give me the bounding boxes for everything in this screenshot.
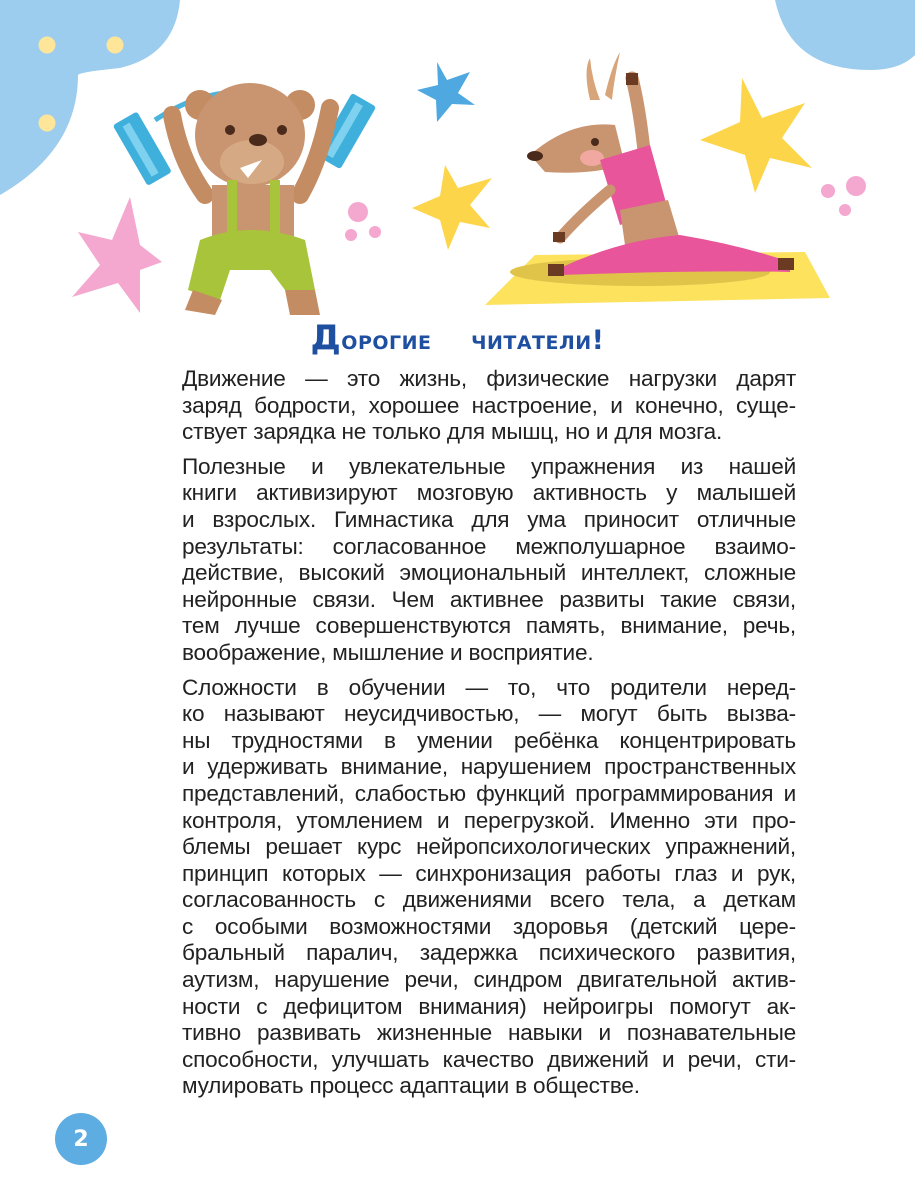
page-title	[0, 318, 915, 358]
text-line: бральный паралич, задержка психического развития,	[182, 940, 796, 966]
bear-lifting-barbell	[113, 83, 377, 315]
text-line: аутизм, нарушение речи, синдром двигательной актив-	[182, 967, 796, 993]
paragraph-2	[160, 454, 796, 667]
paragraph-1	[160, 366, 796, 446]
text-line: действие, высокий эмоциональный интеллект, сложные	[182, 560, 796, 586]
text-line: Сложности в обучении — то, что родители неред-	[182, 674, 796, 700]
text-line: и взрослых. Гимнастика для ума приносит отличные	[182, 506, 796, 532]
text-line: блемы решает курс нейропсихологических упражнений,	[182, 834, 796, 860]
header-illustration	[0, 0, 915, 320]
cloud-shape	[775, 0, 915, 70]
dot-icon	[345, 229, 357, 241]
paragraph-3	[160, 675, 796, 1101]
text-line: результаты: согласованное межполушарное взаимо-	[182, 533, 796, 559]
star-icon	[412, 165, 492, 250]
text-line: заряд бодрости, хорошее настроение, и конечно, суще-	[182, 392, 796, 418]
text-line: книги активизируют мозговую активность у малышей	[182, 480, 796, 506]
text-line: нейронные связи. Чем активнее развиты такие связи,	[182, 586, 796, 612]
text-line: тивно развивать жизненные навыки и познавательные	[182, 1020, 796, 1046]
title-word-1: орогие	[341, 325, 432, 356]
text-line: воображение, мышление и восприятие.	[182, 639, 594, 665]
text-line: ности с дефицитом внимания) нейроигры помогут ак-	[182, 993, 796, 1019]
body-text	[160, 366, 796, 1108]
text-line: контроля, утомлением и перегрузкой. Именно эти про-	[182, 807, 796, 833]
dot-icon	[107, 37, 124, 54]
text-line: ствует зарядка не только для мышц, но и для мозга.	[182, 419, 723, 445]
page-number-badge: 2	[55, 1113, 107, 1165]
text-line: ко называют неусидчивостью, — могут быть вызва-	[182, 701, 796, 727]
title-initial: Д	[310, 318, 342, 358]
antelope-doing-yoga-split	[485, 52, 830, 305]
text-line: Движение — это жизнь, физические нагрузки дарят	[182, 366, 796, 391]
text-line: согласованность с движениями всего тела, а деткам	[182, 887, 796, 913]
text-line: тем лучше совершенствуются память, внимание, речь,	[182, 613, 796, 639]
dot-icon	[39, 115, 56, 132]
text-line: представлений, слабостью функций программирования и	[182, 780, 796, 806]
dot-icon	[821, 184, 835, 198]
text-line: способности, улучшать качество движений и речи, сти-	[182, 1046, 796, 1072]
dot-icon	[839, 204, 851, 216]
text-line: и удерживать внимание, нарушением пространственных	[182, 754, 796, 780]
text-line: мулировать процесс адаптации в обществе.	[182, 1073, 640, 1099]
text-line: ны трудностями в умении ребёнка концентрировать	[182, 727, 796, 753]
star-icon	[700, 78, 812, 193]
text-line: принцип которых — синхронизация работы глаз и рук,	[182, 860, 796, 886]
star-icon	[72, 197, 162, 313]
dot-icon	[39, 37, 56, 54]
text-line: Полезные и увлекательные упражнения из нашей	[182, 453, 796, 479]
star-icon	[417, 62, 475, 122]
text-line: с особыми возможностями здоровья (детский цере-	[182, 913, 796, 939]
dot-icon	[369, 226, 381, 238]
title-word-2: читатели!	[471, 325, 605, 356]
dot-icon	[348, 202, 368, 222]
dot-icon	[846, 176, 866, 196]
